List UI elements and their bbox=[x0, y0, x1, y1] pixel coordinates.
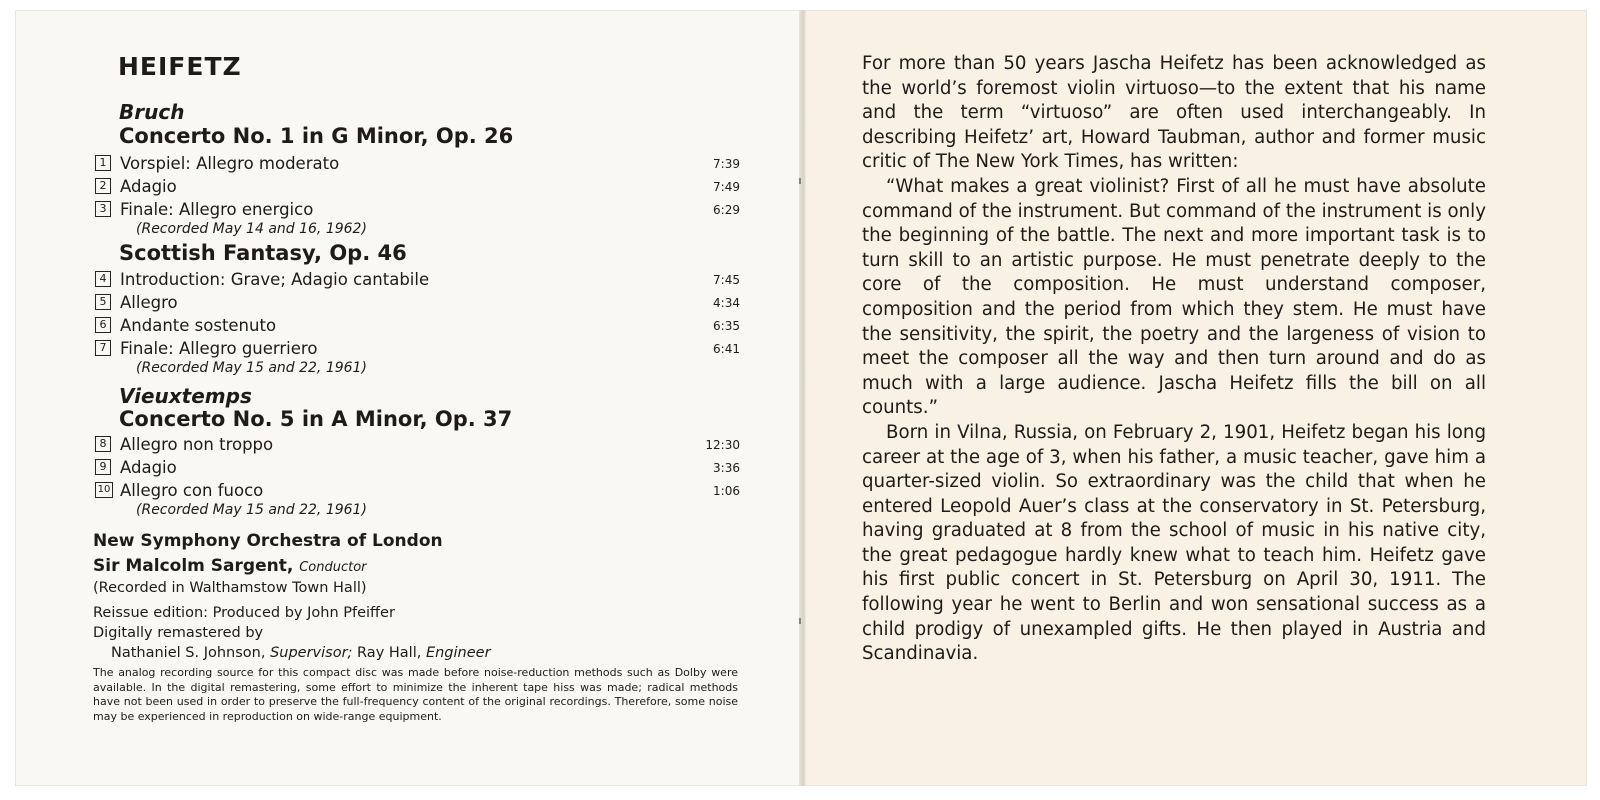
track-duration: 7:39 bbox=[713, 157, 740, 171]
track-duration: 7:45 bbox=[713, 273, 740, 287]
track-row bbox=[95, 480, 740, 502]
track-row bbox=[95, 153, 740, 175]
work-title: Concerto No. 1 in G Minor, Op. 26 bbox=[119, 124, 514, 148]
track-number: 9 bbox=[95, 459, 111, 475]
track-duration: 12:30 bbox=[705, 438, 740, 452]
conductor-role: Conductor bbox=[299, 560, 367, 575]
recording-note: (Recorded May 15 and 22, 1961) bbox=[136, 502, 367, 518]
track-row bbox=[95, 199, 740, 221]
left-page bbox=[15, 10, 801, 786]
track-title: Introduction: Grave; Adagio cantabile bbox=[120, 270, 430, 289]
track-duration: 6:35 bbox=[713, 319, 740, 333]
track-duration: 3:36 bbox=[713, 461, 740, 475]
right-page bbox=[805, 10, 1587, 786]
track-row bbox=[95, 292, 740, 314]
track-title: Allegro non troppo bbox=[120, 435, 274, 454]
engineer-name: Ray Hall, bbox=[357, 645, 422, 661]
track-number: 10 bbox=[95, 482, 113, 498]
track-row bbox=[95, 457, 740, 479]
track-number: 2 bbox=[95, 178, 111, 194]
track-title: Andante sostenuto bbox=[120, 316, 277, 335]
track-row bbox=[95, 338, 740, 360]
essay-paragraph: Born in Vilna, Russia, on February 2, 1901, Heifetz began his long career at the age of 3, when his father, a music teacher, gave him a quarter-sized violin. So extraordinary was the child that when he entered Leopold Auer’s class at the conservatory in St. Petersburg, having graduated at 8 from the school of music in his native city, the great pedagogue hardly knew what to teach him. Heifetz gave his first public concert in St. Petersburg on April 30, 1911. The following year he went to Berlin and won sensational success as a child prodigy of unexampled gifts. He then played in Austria and Scandinavia. bbox=[862, 421, 1486, 665]
binding-mark bbox=[799, 178, 801, 184]
essay-paragraph: For more than 50 years Jascha Heifetz has been acknowledged as the world’s foremost violin virtuoso—to the extent that his name and the term “virtuoso” are often used interchangeably. In describing Heifetz’ art, Howard Taubman, author and former music critic of The New York Times, has written: bbox=[862, 53, 1486, 173]
analog-source-disclaimer: The analog recording source for this compact disc was made before noise-reduction methods such as Dolby were available. In the digital remastering, some effort to minimize the inherent tape hiss was made; radical methods have not been used in order to preserve the full-frequency content of the original recordings. Therefore, some noise may be experienced in reproduction on wide-range equipment. bbox=[93, 666, 738, 723]
track-title: Allegro con fuoco bbox=[120, 481, 264, 500]
essay-paragraph: “What makes a great violinist? First of all he must have absolute command of the instrument. But command of the instrument is only the beginning of the battle. The next and more important task is to turn skill to an artistic purpose. He must penetrate deeply to the core of the composition. He must understand composer, composition and the period from which they stem. He must have the sensitivity, the spirit, the poetry and the largeness of vision to meet the composer all the way and then turn around and do as much with a large audience. Jascha Heifetz fills the bill on all counts.” bbox=[862, 175, 1486, 419]
track-title: Vorspiel: Allegro moderato bbox=[120, 154, 340, 173]
reissue-credit: Reissue edition: Produced by John Pfeiffer bbox=[93, 605, 395, 621]
conductor-name: Sir Malcolm Sargent, bbox=[93, 556, 294, 576]
conductor bbox=[93, 556, 367, 576]
track-number: 8 bbox=[95, 436, 111, 452]
track-duration: 6:41 bbox=[713, 342, 740, 356]
work-title: Concerto No. 5 in A Minor, Op. 37 bbox=[119, 407, 513, 431]
remaster-credit: Digitally remastered by bbox=[93, 625, 264, 641]
orchestra-name: New Symphony Orchestra of London bbox=[93, 531, 443, 551]
track-row bbox=[95, 176, 740, 198]
binding-mark bbox=[799, 618, 801, 624]
composer-bruch: Bruch bbox=[119, 100, 185, 124]
recording-note: (Recorded May 14 and 16, 1962) bbox=[136, 221, 367, 237]
supervisor-name: Nathaniel S. Johnson, bbox=[111, 645, 266, 661]
track-duration: 1:06 bbox=[713, 484, 740, 498]
track-number: 3 bbox=[95, 201, 111, 217]
track-title: Allegro bbox=[120, 293, 178, 312]
track-title: Finale: Allegro guerriero bbox=[120, 339, 318, 358]
engineer-role: Engineer bbox=[425, 645, 491, 661]
track-number: 7 bbox=[95, 340, 111, 356]
track-row bbox=[95, 269, 740, 291]
track-title: Adagio bbox=[120, 458, 177, 477]
track-number: 4 bbox=[95, 271, 111, 287]
track-row bbox=[95, 434, 740, 456]
remaster-staff bbox=[111, 645, 491, 661]
work-title: Scottish Fantasy, Op. 46 bbox=[119, 241, 407, 265]
track-duration: 6:29 bbox=[713, 203, 740, 217]
track-number: 1 bbox=[95, 155, 111, 171]
track-number: 5 bbox=[95, 294, 111, 310]
track-number: 6 bbox=[95, 317, 111, 333]
track-duration: 4:34 bbox=[713, 296, 740, 310]
liner-notes-essay bbox=[862, 52, 1486, 667]
track-row bbox=[95, 315, 740, 337]
track-duration: 7:49 bbox=[713, 180, 740, 194]
supervisor-role: Supervisor; bbox=[270, 645, 353, 661]
composer-vieuxtemps: Vieuxtemps bbox=[119, 384, 252, 408]
track-title: Adagio bbox=[120, 177, 177, 196]
recording-note: (Recorded May 15 and 22, 1961) bbox=[136, 360, 367, 376]
track-title: Finale: Allegro energico bbox=[120, 200, 314, 219]
recording-venue: (Recorded in Walthamstow Town Hall) bbox=[93, 580, 367, 596]
album-title: HEIFETZ bbox=[118, 52, 242, 81]
